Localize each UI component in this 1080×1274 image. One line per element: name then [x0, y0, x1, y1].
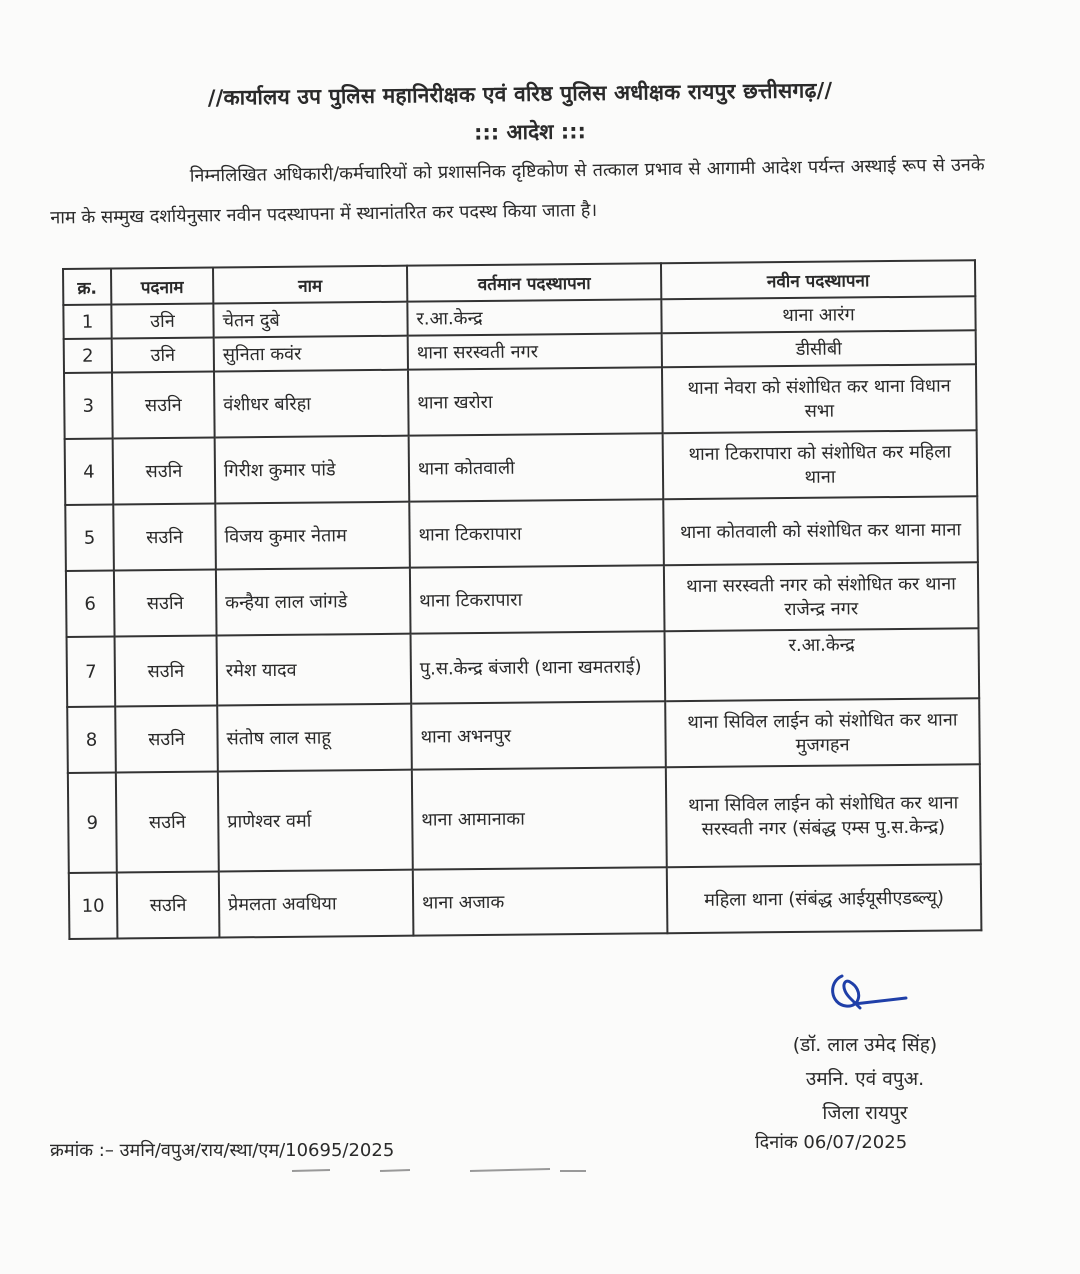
cell-name: संतोष लाल साहू: [217, 704, 412, 772]
signatory-designation: उमनि. एवं वपुअ.: [805, 1068, 925, 1090]
cell-serial: 6: [66, 571, 115, 637]
signature-mark: [820, 968, 910, 1018]
cell-current-posting: थाना सरस्वती नगर: [408, 333, 662, 369]
cell-new-posting: थाना नेवरा को संशोधित कर थाना विधान सभा: [662, 364, 977, 433]
cell-name: चेतन दुबे: [213, 302, 407, 338]
table-row: [68, 764, 981, 873]
cell-new-posting: डीसीबी: [662, 330, 976, 367]
cell-current-posting: थाना टिकरापारा: [410, 565, 665, 633]
header-current-posting: वर्तमान पदस्थापना: [407, 263, 661, 301]
header-rank: पदनाम: [111, 268, 213, 305]
table-row: [66, 562, 979, 637]
cell-rank: सउनि: [117, 872, 220, 939]
cell-current-posting: थाना आमानाका: [412, 767, 667, 869]
cell-name: सुनिता कवंर: [214, 336, 408, 372]
cell-name: प्राणेश्वर वर्मा: [218, 770, 413, 872]
cell-name: प्रेमलता अवधिया: [219, 870, 414, 938]
order-title: ::: आदेश :::: [473, 119, 587, 145]
cell-serial: 9: [68, 773, 117, 873]
cell-current-posting: थाना कोतवाली: [409, 433, 664, 501]
cell-new-posting: र.आ.केन्द्र: [665, 628, 980, 701]
cell-rank: सउनि: [114, 570, 217, 637]
cell-name: वंशीधर बरिहा: [214, 370, 409, 438]
cell-rank: सउनि: [113, 504, 216, 571]
table-row: [67, 698, 980, 773]
cell-new-posting: थाना सरस्वती नगर को संशोधित कर थाना राजेन्द्र नगर: [664, 562, 979, 631]
cell-rank: सउनि: [113, 438, 216, 505]
cell-serial: 2: [64, 339, 112, 373]
cell-new-posting: थाना कोतवाली को संशोधित कर थाना माना: [663, 496, 978, 565]
signatory-district: जिला रायपुर: [822, 1102, 908, 1124]
cell-current-posting: थाना टिकरापारा: [409, 499, 664, 567]
header-serial: क्र.: [63, 269, 111, 305]
cell-serial: 4: [65, 439, 114, 505]
cell-new-posting: थाना आरंग: [661, 296, 975, 333]
cell-current-posting: थाना अभनपुर: [411, 701, 666, 769]
order-intro-paragraph: निम्नलिखित अधिकारी/कर्मचारियों को प्रशासनिक दृष्टिकोण से तत्काल प्रभाव से आगामी आदेश पर्यन्त अस्थाई रूप से उनके नाम के सम्मुख दर्शायेनुसार नवीन पदस्थापना में स्थानांतरित कर पदस्थ किया जाता है।: [50, 154, 985, 229]
table-row: [65, 430, 978, 505]
transfer-table: [62, 259, 982, 940]
cell-serial: 8: [67, 707, 116, 773]
reference-number: क्रमांक :– उमनि/वपुअ/राय/स्था/एम/10695/2025: [50, 1140, 395, 1161]
cell-current-posting: थाना खरोरा: [408, 367, 663, 435]
cell-serial: 5: [65, 505, 114, 571]
table-row: [69, 864, 982, 939]
signatory-block: [740, 1028, 990, 1130]
cell-rank: सउनि: [115, 706, 218, 773]
office-heading: //कार्यालय उप पुलिस महानिरीक्षक एवं वरिष्ठ पुलिस अधीक्षक रायपुर छत्तीसगढ़//: [207, 78, 833, 110]
header-new-posting: नवीन पदस्थापना: [661, 260, 975, 299]
cell-name: रमेश यादव: [217, 634, 412, 706]
cell-new-posting: थाना सिविल लाईन को संशोधित कर थाना सरस्वती नगर (संबंद्ध एम्स पु.स.केन्द्र): [666, 764, 981, 867]
cell-name: कन्हैया लाल जांगडे: [216, 568, 411, 636]
cell-name: विजय कुमार नेताम: [215, 502, 410, 570]
cell-name: गिरीश कुमार पांडे: [215, 436, 410, 504]
order-date: दिनांक 06/07/2025: [755, 1132, 908, 1153]
cell-new-posting: महिला थाना (संबंद्ध आईयूसीएडब्ल्यू): [667, 864, 982, 933]
cell-new-posting: थाना टिकरापारा को संशोधित कर महिला थाना: [663, 430, 978, 499]
cell-new-posting: थाना सिविल लाईन को संशोधित कर थाना मुजगहन: [665, 698, 980, 767]
table-row: [67, 628, 980, 707]
cell-current-posting: पु.स.केन्द्र बंजारी (थाना खमतराई): [411, 631, 666, 703]
cell-rank: सउनि: [116, 772, 219, 873]
signatory-name: (डॉ. लाल उमेद सिंह): [792, 1034, 938, 1056]
cell-current-posting: र.आ.केन्द्र: [407, 299, 661, 335]
cell-serial: 7: [67, 637, 116, 707]
cell-rank: उनि: [112, 338, 214, 373]
table-row: [65, 496, 978, 571]
cell-rank: उनि: [111, 304, 213, 339]
cell-rank: सउनि: [112, 372, 215, 439]
cell-serial: 3: [64, 373, 113, 439]
table-row: [64, 364, 977, 439]
cell-serial: 1: [63, 305, 111, 339]
cell-current-posting: थाना अजाक: [413, 867, 668, 935]
faded-text-fragment: [290, 1166, 590, 1174]
cell-serial: 10: [69, 873, 118, 939]
cell-rank: सउनि: [115, 636, 218, 707]
header-name: नाम: [213, 266, 407, 304]
